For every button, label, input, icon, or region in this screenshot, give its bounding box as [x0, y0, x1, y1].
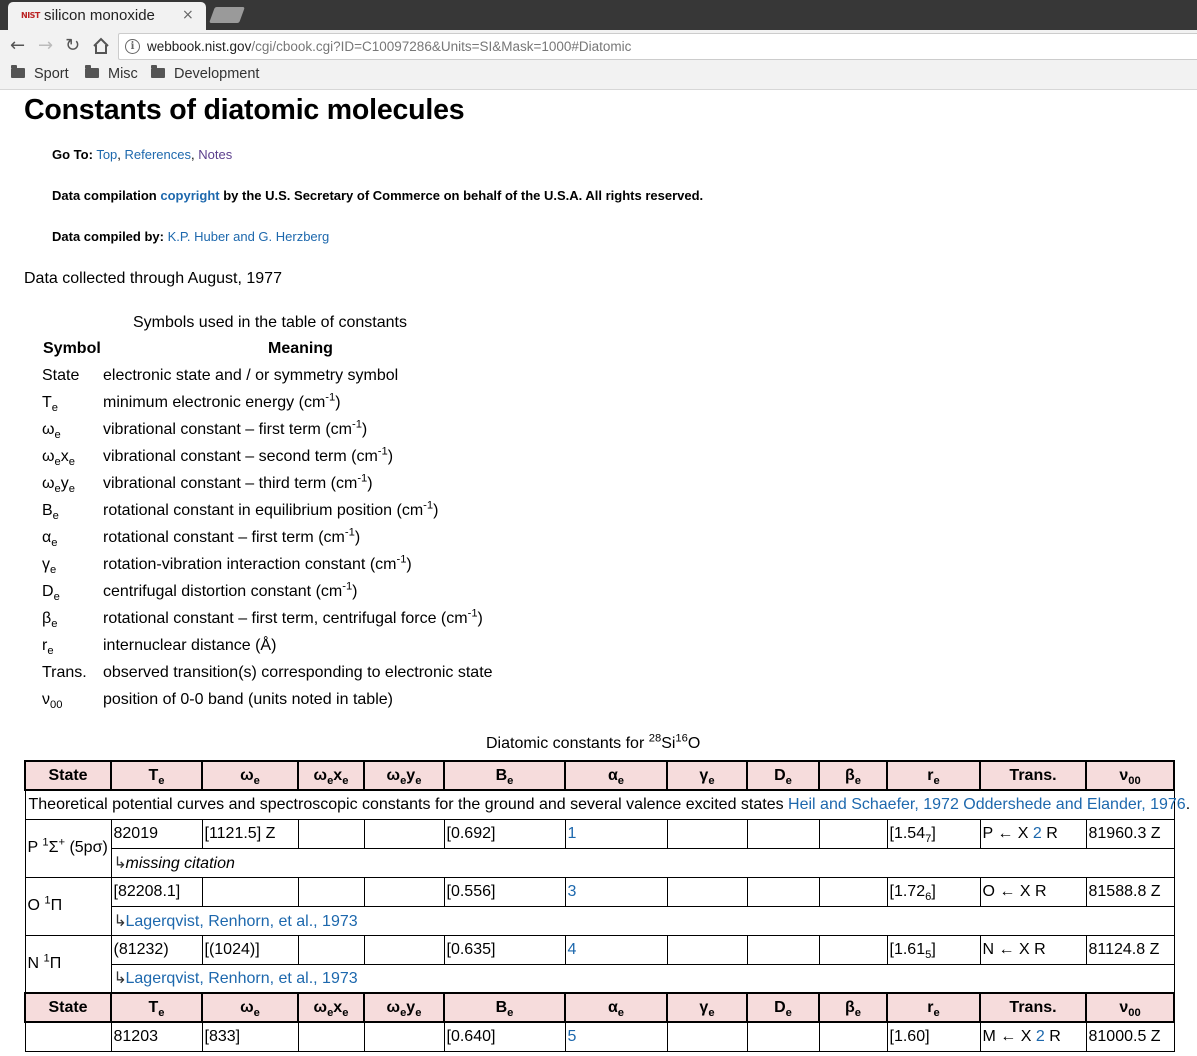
state-cell: O $^1$Π	[25, 877, 111, 935]
return-arrow-icon: ↳	[113, 854, 127, 872]
transition-ref-link[interactable]: 2	[1032, 824, 1042, 842]
column-header: $\gamma_e$	[667, 761, 747, 790]
tab-strip	[0, 0, 1197, 30]
nist-favicon-icon: NIST	[21, 11, 40, 20]
meaning-cell: electronic state and / or symmetry symbol	[103, 367, 399, 384]
meaning-cell: rotation-vibration interaction constant $(cm^{-1})$	[103, 553, 412, 573]
page-title: Constants of diatomic molecules	[24, 94, 465, 126]
tab-title: silicon monoxide	[44, 7, 155, 24]
reload-icon[interactable]: ↻	[65, 35, 81, 56]
return-arrow-icon: ↳	[113, 912, 127, 930]
symbol-cell: $D_e$	[42, 583, 60, 604]
te-cell: 81203	[111, 1022, 202, 1051]
column-header: $B_e$	[444, 761, 565, 790]
symbol-cell: $\nu_{00}$	[42, 691, 63, 712]
close-icon[interactable]: ×	[182, 7, 194, 23]
meaning-cell: minimum electronic energy $(cm^{-1})$	[103, 391, 341, 411]
beta-cell	[819, 1022, 887, 1051]
re-cell: $[1.54_7]$	[887, 819, 980, 848]
column-header: $\gamma_e$	[667, 993, 747, 1022]
ge-cell	[667, 819, 747, 848]
beta-cell	[819, 819, 887, 848]
bookmark-folder-sport[interactable]: Sport	[11, 66, 69, 82]
citation-cell	[111, 906, 1174, 935]
beta-cell	[819, 877, 887, 906]
transition-ref-link[interactable]: 2	[1035, 1027, 1045, 1045]
meaning-cell: observed transition(s) corresponding to electronic state	[103, 664, 493, 681]
folder-icon	[151, 68, 165, 78]
meaning-cell: rotational constant in equilibrium position $(cm^{-1})$	[103, 499, 439, 519]
trans-cell: N ← X R	[980, 935, 1086, 964]
citation-cell	[111, 964, 1174, 993]
trans-cell: O ← X R	[980, 877, 1086, 906]
table-row	[25, 935, 1174, 964]
re-cell: $[1.72_6]$	[887, 877, 980, 906]
symbol-cell: $r_e$	[42, 637, 54, 658]
column-header: $\alpha_e$	[565, 993, 667, 1022]
te-cell: 82019	[111, 819, 202, 848]
symbol-cell: $\omega_e$	[42, 421, 61, 442]
symbol-cell: $\omega_ex_e$	[42, 448, 75, 469]
re-cell: [1.60]	[887, 1022, 980, 1051]
theory-row	[25, 790, 1174, 819]
symbols-caption: Symbols used in the table of constants	[133, 314, 407, 331]
be-cell: [0.692]	[444, 819, 565, 848]
home-icon[interactable]	[92, 35, 110, 59]
link-references[interactable]: References	[124, 147, 191, 162]
link-notes[interactable]: Notes	[198, 147, 233, 162]
column-header: $\omega_ex_e$	[298, 993, 364, 1022]
column-header: Trans.	[980, 993, 1086, 1022]
column-header: State	[25, 761, 111, 790]
de-cell	[747, 1022, 819, 1051]
meaning-cell: vibrational constant – first term $(cm^{-1})$	[103, 418, 368, 438]
bookmarks-bar	[0, 63, 1197, 90]
de-cell	[747, 935, 819, 964]
citation-row	[25, 964, 1174, 993]
new-tab-button[interactable]	[209, 7, 245, 23]
compiled-by: Data compiled by: K.P. Huber and G. Herzberg	[52, 229, 330, 244]
we-cell: [833]	[202, 1022, 298, 1051]
weye-cell	[364, 819, 444, 848]
column-header: $D_e$	[747, 993, 819, 1022]
we-cell: [(1024)]	[202, 935, 298, 964]
link-copyright[interactable]: copyright	[160, 188, 220, 203]
goto-label: Go To:	[52, 147, 93, 162]
trans-cell: P ← X 2 R	[980, 819, 1086, 848]
column-header: $\alpha_e$	[565, 761, 667, 790]
wexe-cell	[298, 935, 364, 964]
data-collected-note: Data collected through August, 1977	[24, 270, 282, 287]
symbols-header-symbol: Symbol	[43, 340, 101, 357]
diatomic-caption: Diatomic constants for $^{28}$Si$^{16}$O	[486, 732, 701, 752]
symbol-cell: State	[42, 367, 80, 384]
be-cell: [0.635]	[444, 935, 565, 964]
ae-cell	[565, 1022, 667, 1051]
state-cell: P $^1$Σ+ (5pσ)	[25, 819, 111, 877]
table-row	[25, 819, 1174, 848]
wexe-cell	[298, 877, 364, 906]
meaning-cell: position of 0-0 band (units noted in table)	[103, 691, 393, 708]
column-header: $\omega_ey_e$	[364, 993, 444, 1022]
info-icon[interactable]: i	[125, 39, 140, 54]
we-cell	[202, 877, 298, 906]
back-icon[interactable]: ←	[10, 35, 26, 56]
ae-cell	[565, 935, 667, 964]
column-header: $T_e$	[111, 993, 202, 1022]
v00-cell: 81124.8 Z	[1086, 935, 1174, 964]
column-header: $B_e$	[444, 993, 565, 1022]
de-cell	[747, 819, 819, 848]
citation-link[interactable]: Lagerqvist, Renhorn, et al., 1973	[125, 912, 358, 930]
wexe-cell	[298, 819, 364, 848]
column-header: $\nu_{00}$	[1086, 993, 1174, 1022]
column-header: $r_e$	[887, 761, 980, 790]
symbols-header-meaning: Meaning	[268, 340, 333, 357]
wexe-cell	[298, 1022, 364, 1051]
be-cell: [0.556]	[444, 877, 565, 906]
column-header: $\beta_e$	[819, 993, 887, 1022]
note-link[interactable]: 4	[567, 940, 577, 958]
column-header: Trans.	[980, 761, 1086, 790]
ae-cell	[565, 877, 667, 906]
ae-cell	[565, 819, 667, 848]
theory-cell: Theoretical potential curves and spectroscopic constants for the ground and several valence excited states Heil and Schaefer, 1972 Oddershede and Elander, 1976.	[25, 790, 1174, 819]
symbol-cell: $T_e$	[42, 394, 59, 415]
note-link[interactable]: 3	[567, 882, 577, 900]
citation-link[interactable]: Lagerqvist, Renhorn, et al., 1973	[125, 970, 358, 988]
v00-cell: 81960.3 Z	[1086, 819, 1174, 848]
weye-cell	[364, 877, 444, 906]
meaning-cell: rotational constant – first term $(cm^{-1})$	[103, 526, 361, 546]
ge-cell	[667, 1022, 747, 1051]
symbol-cell: $\alpha_e$	[42, 529, 58, 550]
te-cell: [82208.1]	[111, 877, 202, 906]
column-header: State	[25, 993, 111, 1022]
folder-icon	[11, 68, 25, 78]
forward-icon[interactable]: →	[38, 35, 54, 56]
link-top[interactable]: Top	[96, 147, 118, 162]
address-bar[interactable]	[118, 33, 1197, 60]
column-header: $\omega_e$	[202, 761, 298, 790]
browser-tab[interactable]	[8, 2, 206, 30]
symbol-cell: Trans.	[42, 664, 87, 681]
v00-cell: 81588.8 Z	[1086, 877, 1174, 906]
state-cell	[25, 1022, 111, 1051]
we-cell: [1121.5] Z	[202, 819, 298, 848]
browser-toolbar	[0, 30, 1197, 63]
return-arrow-icon: ↳	[113, 970, 127, 988]
symbol-cell: $\omega_ey_e$	[42, 475, 75, 496]
meaning-cell: rotational constant – first term, centrifugal force $(cm^{-1})$	[103, 607, 483, 627]
citation-row	[25, 848, 1174, 877]
column-header: $r_e$	[887, 993, 980, 1022]
meaning-cell: vibrational constant – second term $(cm^{-1})$	[103, 445, 394, 465]
table-header-row	[25, 761, 1174, 790]
column-header: $\omega_ey_e$	[364, 761, 444, 790]
folder-icon	[85, 68, 99, 78]
table-row	[25, 877, 1174, 906]
column-header: $\omega_ex_e$	[298, 761, 364, 790]
symbol-cell: $\gamma_e$	[42, 556, 57, 577]
copyright-notice: Data compilation copyright by the U.S. Secretary of Commerce on behalf of the U.S.A. All rights reserved.	[52, 188, 704, 203]
table-row	[25, 1022, 1174, 1051]
page-content	[0, 90, 1197, 1056]
citation-row	[25, 906, 1174, 935]
link-compilers[interactable]: K.P. Huber and G. Herzberg	[167, 229, 330, 244]
de-cell	[747, 877, 819, 906]
be-cell: [0.640]	[444, 1022, 565, 1051]
missing-citation: missing citation	[125, 854, 235, 872]
goto-links: Go To: Top, References, Notes	[52, 147, 233, 162]
citation-cell	[111, 848, 1174, 877]
ge-cell	[667, 877, 747, 906]
column-header: $\beta_e$	[819, 761, 887, 790]
diatomic-constants-table	[24, 760, 1191, 1052]
bookmark-folder-misc[interactable]: Misc	[85, 66, 138, 82]
state-cell: N $^1$Π	[25, 935, 111, 993]
bookmark-folder-development[interactable]: Development	[151, 66, 259, 82]
te-cell: (81232)	[111, 935, 202, 964]
meaning-cell: internuclear distance (Å)	[103, 637, 277, 654]
column-header: $\omega_e$	[202, 993, 298, 1022]
column-header: $T_e$	[111, 761, 202, 790]
meaning-cell: vibrational constant – third term $(cm^{-1})$	[103, 472, 373, 492]
symbol-cell: $B_e$	[42, 502, 59, 523]
note-link[interactable]: 1	[567, 824, 577, 842]
note-link[interactable]: 5	[567, 1027, 577, 1045]
trans-cell: M ← X 2 R	[980, 1022, 1086, 1051]
ge-cell	[667, 935, 747, 964]
beta-cell	[819, 935, 887, 964]
symbol-cell: $\beta_e$	[42, 610, 58, 631]
column-header: $D_e$	[747, 761, 819, 790]
weye-cell	[364, 1022, 444, 1051]
column-header: $\nu_{00}$	[1086, 761, 1174, 790]
meaning-cell: centrifugal distortion constant $(cm^{-1})$	[103, 580, 358, 600]
table-header-row	[25, 993, 1174, 1022]
weye-cell	[364, 935, 444, 964]
theory-citation-link[interactable]: Heil and Schaefer, 1972 Oddershede and Elander, 1976	[788, 795, 1186, 813]
url-text: webbook.nist.gov/cgi/cbook.cgi?ID=C10097286&Units=SI&Mask=1000#Diatomic	[147, 39, 632, 54]
v00-cell: 81000.5 Z	[1086, 1022, 1174, 1051]
re-cell: $[1.61_5]$	[887, 935, 980, 964]
